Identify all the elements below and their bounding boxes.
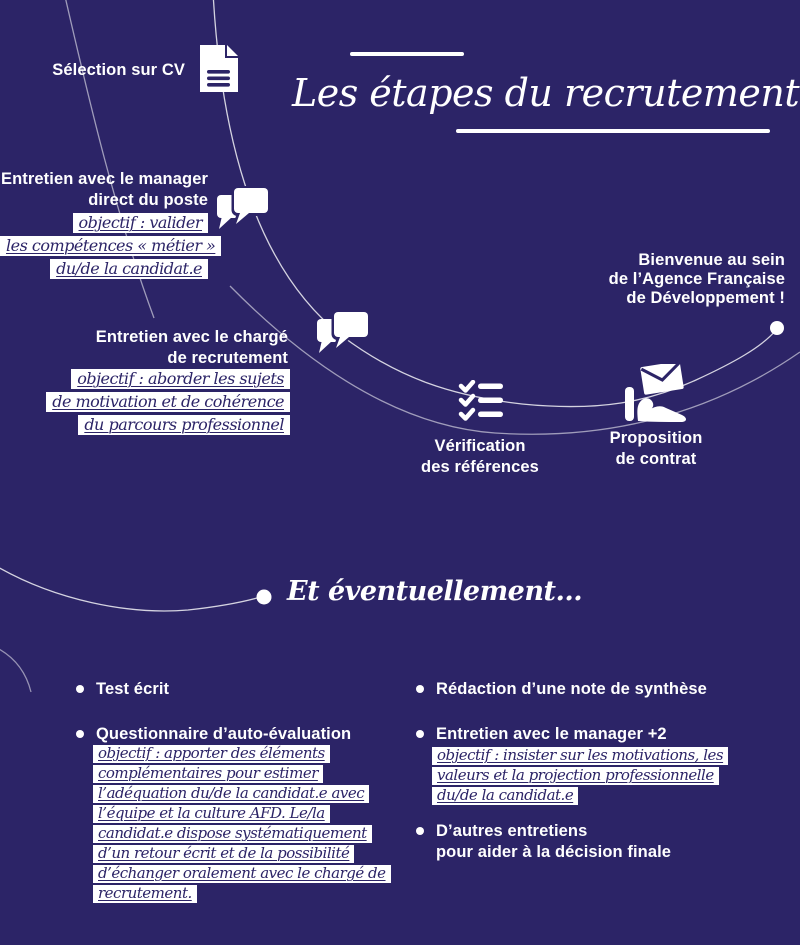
step-manager [0,169,208,211]
step-verification-label-1: Vérification [434,437,526,455]
list-item-label: Questionnaire d’auto-évaluation [96,725,352,743]
list-item-questionnaire [76,724,351,745]
questionnaire-objective-line: recrutement. [93,885,197,903]
list-item-manager-plus2 [416,724,667,745]
timeline-arc [213,0,800,407]
bullet-dot [416,730,424,738]
manager-plus2-objective-line: objectif : insister sur les motivations, les [432,747,728,765]
chat-bubbles-icon [316,310,370,356]
charge-objective-line: du parcours professionnel [78,415,290,435]
list-item-label: Entretien avec le manager +2 [436,725,667,743]
list-item-autres-entretiens [416,821,671,863]
questionnaire-objective-line: d’échanger oralement avec le chargé de [93,865,391,883]
bullet-dot [76,730,84,738]
step-bienvenue-label-1: Bienvenue au sein [638,251,785,269]
bottomleft-arc [0,648,31,692]
questionnaire-objective-line: candidat.e dispose systématiquement [93,825,372,843]
bullet-dot [416,827,424,835]
step-manager-label-2: direct du poste [88,191,208,209]
manager-plus2-objective-line: valeurs et la projection professionnelle [432,767,719,785]
bullet-dot [416,685,424,693]
step-bienvenue-label-2: de l’Agence Française [608,270,785,288]
optional-section-heading: Et éventuellement... [287,576,583,607]
list-item-label: D’autres entretiens [436,822,588,840]
hand-envelope-icon [625,364,691,422]
step-charge-objective [0,369,290,438]
step-verification-label-2: des références [421,458,539,476]
step-manager-label-1: Entretien avec le manager [0,170,208,188]
step-charge [0,327,288,369]
step-proposition [576,428,736,470]
background-arc [230,286,800,434]
manager-objective-line: les compétences « métier » [0,236,221,256]
document-icon [199,44,239,93]
step-verification [395,436,565,478]
timeline-end-dot [770,321,784,335]
step-bienvenue-label-3: de Développement ! [626,289,785,307]
step-charge-label-1: Entretien avec le chargé [95,328,288,346]
optional-section-dot [257,590,272,605]
chat-bubbles-icon [216,186,270,232]
manager-plus2-objective-line: du/de la candidat.e [432,787,578,805]
step-bienvenue [505,251,785,308]
step-proposition-label-2: de contrat [615,450,697,468]
questionnaire-objective-line: l’adéquation du/de la candidat.e avec [93,785,369,803]
questionnaire-objective-line: l’équipe et la culture AFD. Le/la [93,805,330,823]
step-charge-label-2: de recrutement [167,349,288,367]
questionnaire-objective [93,745,423,905]
bullet-dot [76,685,84,693]
charge-objective-line: objectif : aborder les sujets [71,369,290,389]
charge-objective-line: de motivation et de cohérence [46,392,290,412]
list-item-label: Test écrit [96,680,170,698]
manager-objective-line: objectif : valider [73,213,208,233]
list-item-redaction [416,679,707,700]
title-rule-bottom [456,129,770,133]
step-manager-objective [0,213,216,282]
checklist-icon [458,380,504,421]
questionnaire-objective-line: objectif : apporter des éléments [93,745,330,763]
list-item-test-ecrit [76,679,169,700]
manager-plus2-objective [432,747,762,807]
step-proposition-label-1: Proposition [609,429,703,447]
list-item-label: Rédaction d’une note de synthèse [436,680,707,698]
page-title: Les étapes du recrutement [292,71,800,115]
manager-objective-line: du/de la candidat.e [50,259,208,279]
list-item-label: pour aider à la décision finale [436,843,672,861]
step-selection-label: Sélection sur CV [52,61,185,79]
optional-arc [0,566,257,611]
questionnaire-objective-line: d’un retour écrit et de la possibilité [93,845,354,863]
title-rule-top [350,52,464,56]
questionnaire-objective-line: complémentaires pour estimer [93,765,323,783]
